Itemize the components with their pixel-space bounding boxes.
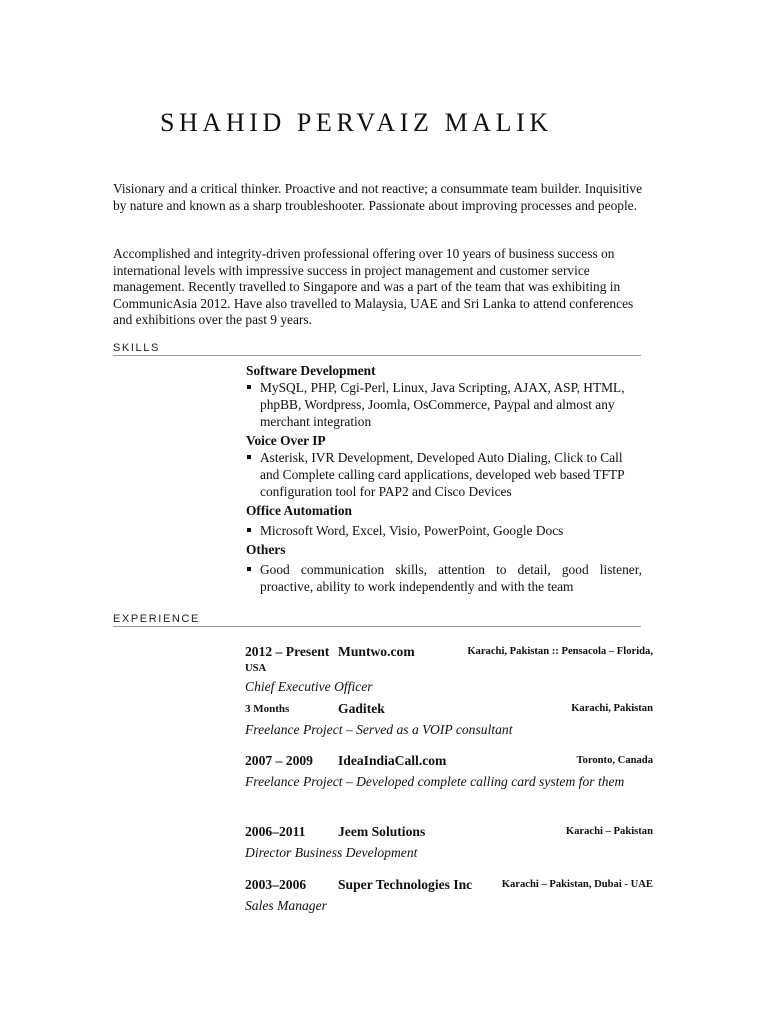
bullet-square-icon — [247, 385, 251, 389]
job-title: Freelance Project – Served as a VOIP consultant — [245, 722, 513, 737]
job-date: 2012 – Present — [245, 644, 330, 659]
job-entry — [245, 644, 653, 696]
skill-item — [246, 561, 642, 595]
job-company: Muntwo.com — [338, 644, 415, 659]
skills-heading: SKILLS — [113, 342, 641, 356]
skill-item-text: Asterisk, IVR Development, Developed Auto Dialing, Click to Call and Complete calling card applications, developed web based TFTP configuration tool for PAP2 and Cisco Devices — [260, 450, 625, 499]
job-company: IdeaIndiaCall.com — [338, 753, 447, 768]
job-entry — [245, 824, 653, 862]
job-location: Karachi – Pakistan — [565, 826, 653, 837]
skill-category-title: Software Development — [246, 363, 376, 378]
job-date: 3 Months — [245, 703, 290, 715]
bullet-square-icon — [247, 455, 251, 459]
experience-heading: EXPERIENCE — [113, 613, 641, 627]
skill-item — [246, 522, 642, 539]
job-title: Freelance Project – Developed complete calling card system for them — [245, 774, 625, 789]
job-entry — [245, 701, 653, 739]
job-location-continued: USA — [245, 663, 267, 674]
summary-paragraph-2: Accomplished and integrity-driven professional offering over 10 years of business success on international levels with impressive success in project management and customer service management. Recently travelled to Singapore and was a part of the team that was exhibiting in CommunicAsia 2012. Have also travelled to Malaysia, UAE and Sri Lanka to attend conferences and exhibitions over the past 9 years. — [113, 246, 634, 327]
job-title: Chief Executive Officer — [245, 679, 373, 694]
job-location: Karachi, Pakistan :: Pensacola – Florida, — [467, 646, 653, 657]
job-title: Director Business Development — [245, 845, 418, 860]
job-company: Gaditek — [338, 701, 385, 716]
job-entry — [245, 753, 653, 791]
job-location: Karachi – Pakistan, Dubai - UAE — [501, 879, 653, 890]
job-location: Karachi, Pakistan — [571, 703, 653, 714]
job-company: Jeem Solutions — [338, 824, 426, 839]
skill-item-text: Good communication skills, attention to detail, good listener, proactive, ability to work independently and with the team — [260, 562, 642, 594]
job-title: Sales Manager — [245, 898, 327, 913]
skill-category-title: Voice Over IP — [246, 433, 326, 448]
job-location: Toronto, Canada — [576, 755, 653, 766]
job-date: 2003–2006 — [245, 877, 307, 892]
skill-category-title: Others — [246, 542, 286, 557]
skill-item — [246, 379, 642, 430]
skill-item-text: MySQL, PHP, Cgi-Perl, Linux, Java Scripting, AJAX, ASP, HTML, phpBB, Wordpress, Joomla, OsCommerce, Paypal and almost any merchant integration — [260, 380, 625, 429]
skill-item — [246, 449, 642, 500]
skill-item-text: Microsoft Word, Excel, Visio, PowerPoint, Google Docs — [260, 523, 564, 538]
summary-paragraph-1: Visionary and a critical thinker. Proactive and not reactive; a consummate team builder. Inquisitive by nature and known as a sharp troubleshooter. Passionate about improving processes and people. — [113, 181, 643, 213]
bullet-square-icon — [247, 528, 251, 532]
job-company: Super Technologies Inc — [338, 877, 473, 892]
skill-category-title: Office Automation — [246, 503, 352, 518]
resume-name: SHAHID PERVAIZ MALIK — [160, 108, 553, 137]
job-date: 2006–2011 — [245, 824, 306, 839]
bullet-square-icon — [247, 567, 251, 571]
job-date: 2007 – 2009 — [245, 753, 313, 768]
job-entry — [245, 877, 653, 915]
skills-section — [246, 362, 642, 597]
